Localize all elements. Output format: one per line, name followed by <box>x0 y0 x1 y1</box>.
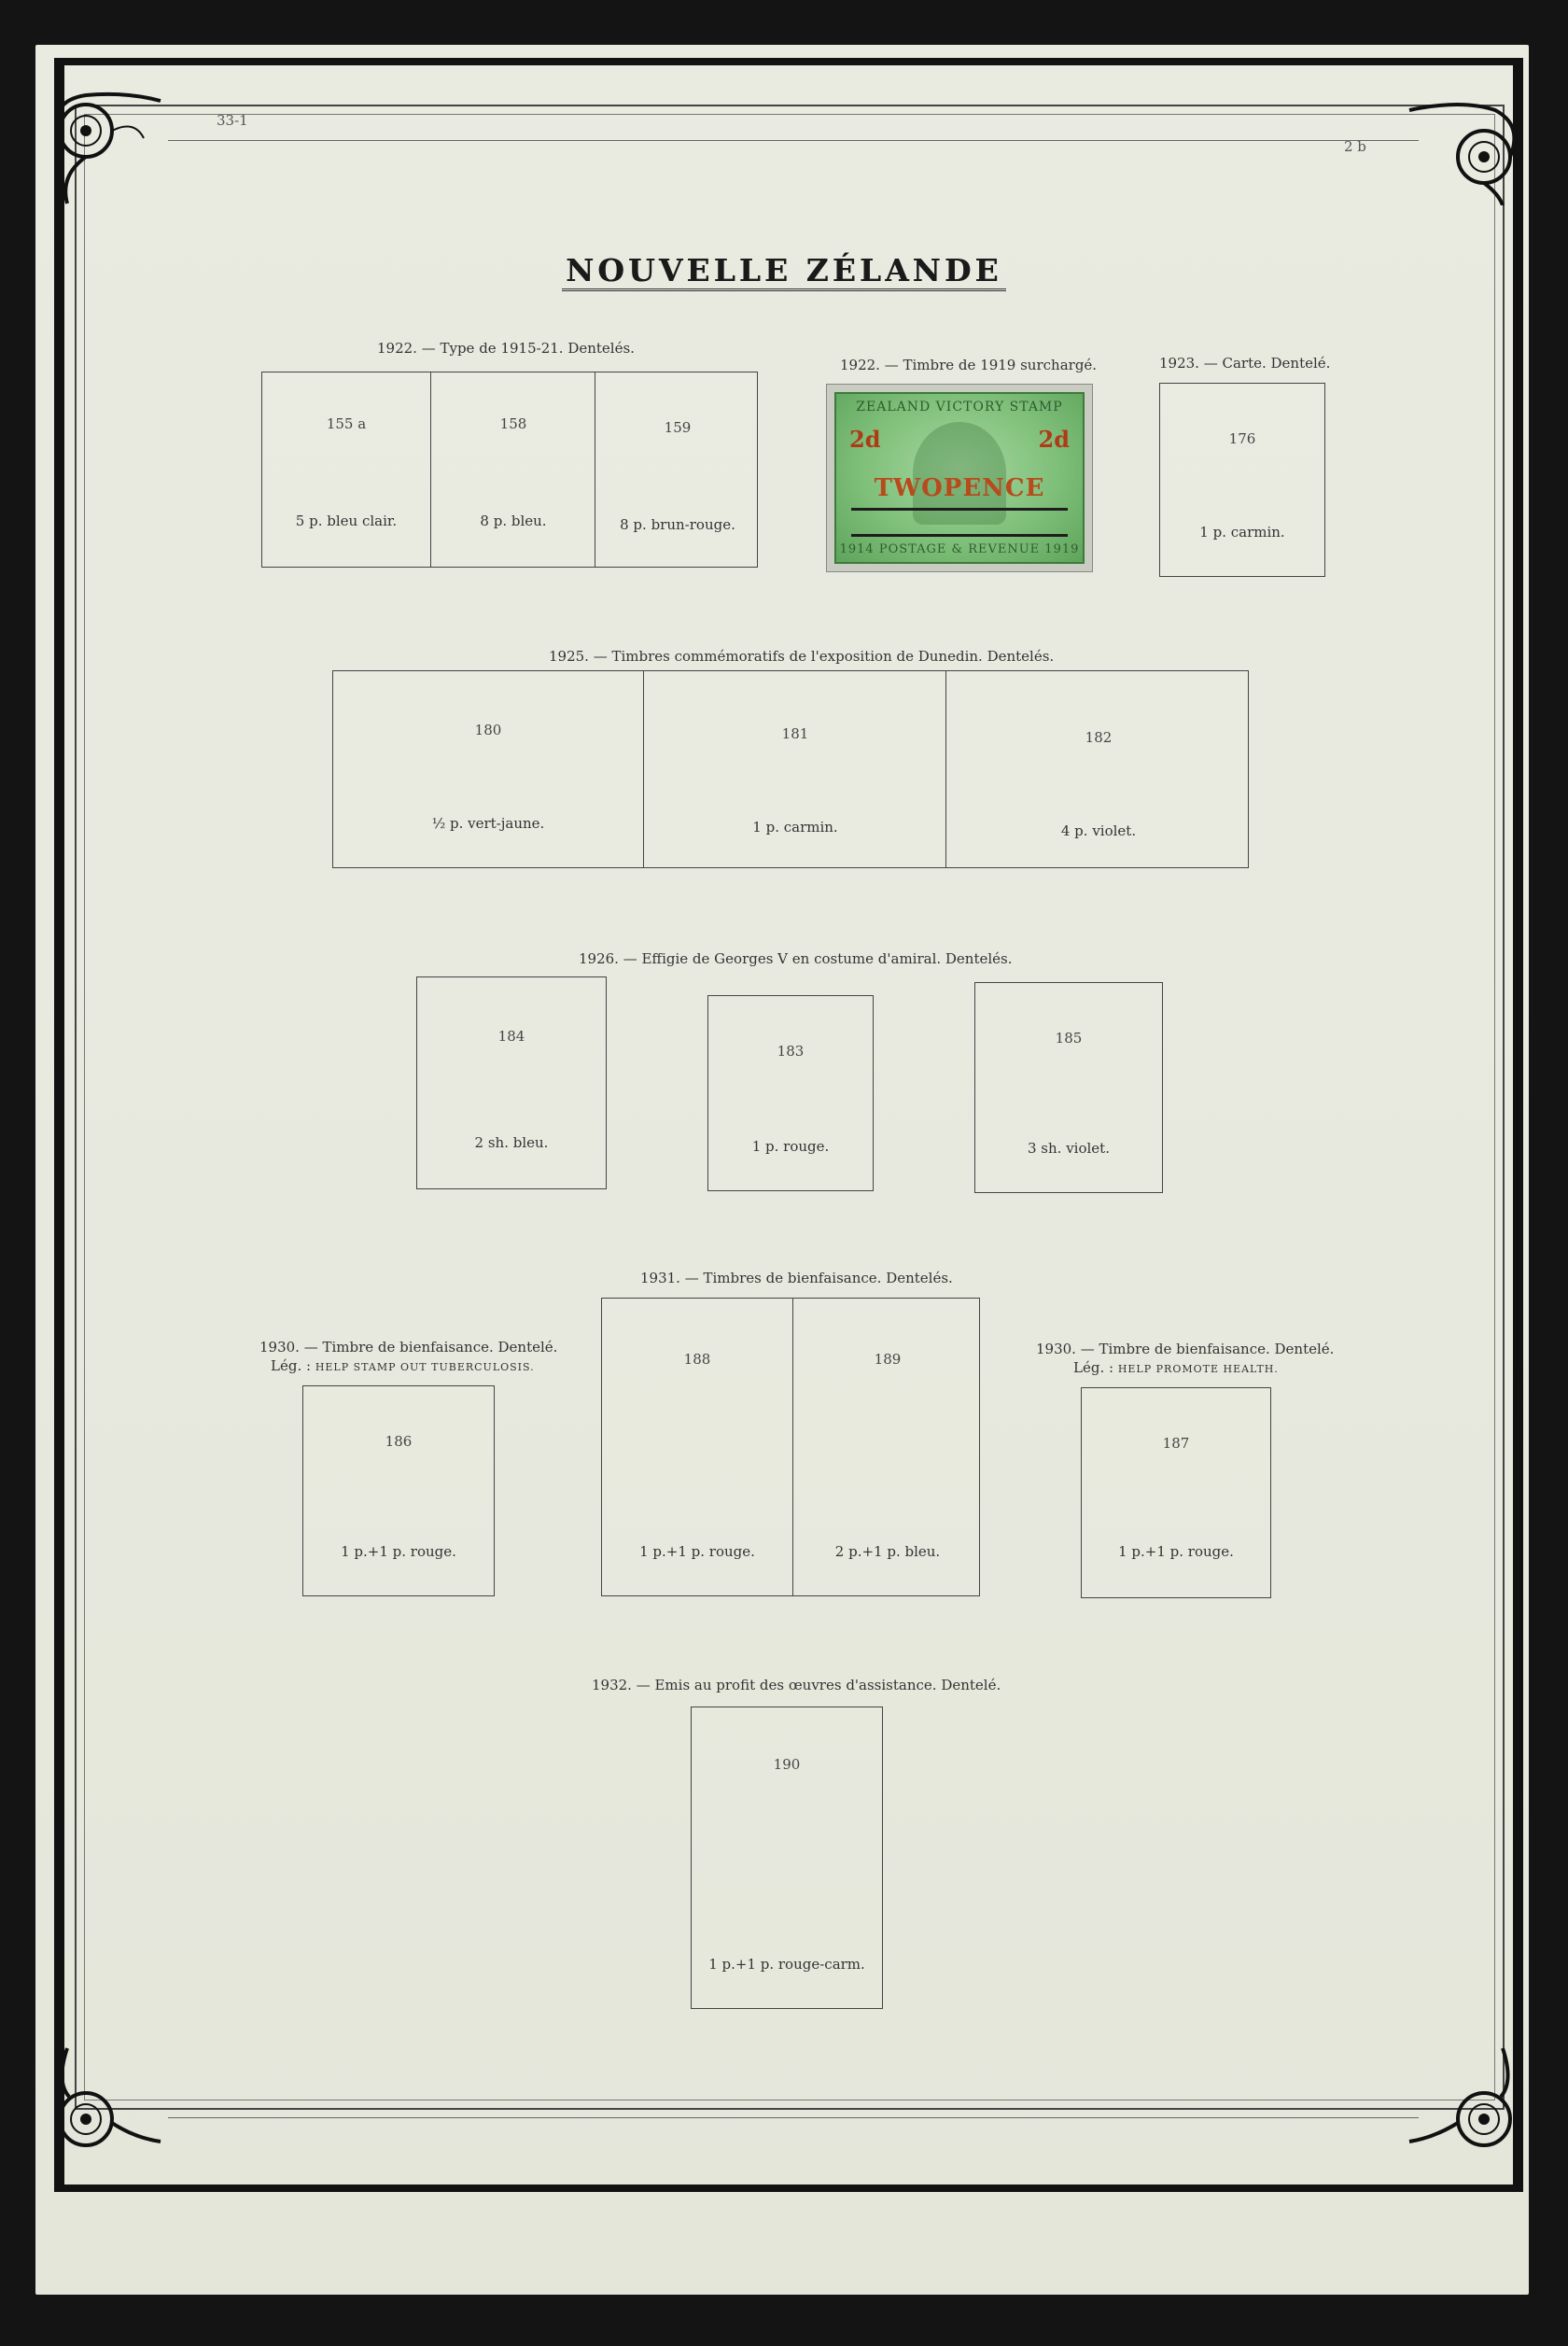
catalog-number: 183 <box>777 1043 805 1060</box>
corner-ornament-top-left-icon <box>41 82 164 205</box>
stamp-description: 1 p. rouge. <box>751 1138 830 1155</box>
stamp-description: 1 p. carmin. <box>1199 524 1285 541</box>
legend-prefix: Lég. : <box>1073 1359 1114 1376</box>
legend-text: HELP PROMOTE HEALTH. <box>1117 1363 1279 1375</box>
section-heading-1930-left: 1930. — Timbre de bienfaisance. Dentelé. <box>259 1339 558 1356</box>
mounted-stamp <box>827 385 1092 571</box>
stamp-slot <box>262 372 430 567</box>
corner-ornament-bottom-left-icon <box>41 2044 164 2168</box>
section-heading-1932: 1932. — Emis au profit des œuvres d'assistance. Dentelé. <box>592 1677 1001 1693</box>
stamp-value-left: 2d <box>849 426 881 453</box>
stamp-description: 8 p. brun-rouge. <box>620 516 735 533</box>
overprint-bar <box>851 534 1068 537</box>
bottom-rule <box>168 2117 1419 2118</box>
stamp-slot-group-1925 <box>332 670 1249 868</box>
stamp-top-text: ZEALAND VICTORY STAMP <box>856 400 1063 414</box>
catalog-number: 185 <box>1055 1030 1083 1047</box>
stamp-slot-group-1922 <box>261 372 758 568</box>
corner-ornament-top-right-icon <box>1406 82 1529 205</box>
catalog-number: 188 <box>683 1351 711 1368</box>
overprint-bar <box>851 508 1068 511</box>
stamp-description: 2 p.+1 p. bleu. <box>834 1543 941 1560</box>
page-reference-right: 2 b <box>1344 138 1366 155</box>
catalog-number: 184 <box>497 1028 525 1045</box>
stamp-description: 1 p. carmin. <box>752 819 838 836</box>
stamp-slot <box>430 372 595 567</box>
section-heading-1931: 1931. — Timbres de bienfaisance. Dentelés. <box>640 1270 953 1286</box>
legend-prefix: Lég. : <box>271 1357 312 1374</box>
stamp-slot <box>333 671 643 867</box>
stamp-description: 4 p. violet. <box>1060 822 1137 839</box>
stamp-slot <box>707 995 874 1191</box>
page-title-text: NOUVELLE ZÉLANDE <box>562 252 1005 291</box>
catalog-number: 159 <box>664 419 692 436</box>
catalog-number: 190 <box>773 1756 801 1773</box>
stamp-description: ½ p. vert-jaune. <box>431 815 545 832</box>
stamp-slot <box>945 671 1251 867</box>
corner-ornament-bottom-right-icon <box>1406 2044 1529 2168</box>
catalog-number: 187 <box>1162 1435 1190 1452</box>
stamp-slot <box>602 1299 792 1595</box>
section-heading-1925: 1925. — Timbres commémoratifs de l'exposition de Dunedin. Dentelés. <box>549 648 1055 665</box>
stamp-description: 1 p.+1 p. rouge. <box>341 1543 456 1560</box>
stamp-description: 2 sh. bleu. <box>474 1134 549 1151</box>
stamp-slot-group-1931 <box>601 1298 980 1596</box>
section-heading-1930-right: 1930. — Timbre de bienfaisance. Dentelé. <box>1036 1341 1335 1357</box>
stamp-slot <box>792 1299 982 1595</box>
stamp-slot <box>302 1385 495 1596</box>
catalog-number: 182 <box>1085 729 1113 746</box>
catalog-number: 180 <box>474 722 502 738</box>
catalog-number: 176 <box>1228 430 1256 447</box>
stamp-slot <box>643 671 946 867</box>
stamp-slot <box>1081 1387 1271 1598</box>
catalog-number: 155 a <box>326 415 367 432</box>
stamp-slot <box>691 1707 883 2009</box>
section-heading-1923: 1923. — Carte. Dentelé. <box>1159 355 1331 372</box>
section-heading-1926: 1926. — Effigie de Georges V en costume d'amiral. Dentelés. <box>579 950 1013 967</box>
page-reference-left: 33-1 <box>217 112 248 129</box>
stamp-value-right: 2d <box>1038 426 1070 453</box>
page-title <box>0 252 1568 288</box>
legend-line-left <box>271 1357 535 1374</box>
legend-text: HELP STAMP OUT TUBERCULOSIS. <box>315 1361 535 1373</box>
stamp-slot <box>974 982 1163 1193</box>
stamp-slot <box>1159 383 1325 577</box>
top-rule <box>168 140 1419 141</box>
stamp-description: 8 p. bleu. <box>480 513 547 529</box>
stamp-description: 1 p.+1 p. rouge. <box>639 1543 755 1560</box>
stamp-description: 1 p.+1 p. rouge. <box>1118 1543 1234 1560</box>
section-heading-1922-type: 1922. — Type de 1915-21. Dentelés. <box>377 340 635 357</box>
catalog-number: 189 <box>874 1351 902 1368</box>
stamp-bottom-text: 1914 POSTAGE & REVENUE 1919 <box>839 542 1080 556</box>
stamp-description: 3 sh. violet. <box>1028 1140 1110 1157</box>
stamp-overprint: TWOPENCE <box>874 474 1045 502</box>
section-heading-1922-surcharge: 1922. — Timbre de 1919 surchargé. <box>840 357 1098 373</box>
stamp-description: 1 p.+1 p. rouge-carm. <box>708 1956 865 1973</box>
stamp-slot <box>416 976 607 1189</box>
catalog-number: 158 <box>499 415 527 432</box>
stamp-description: 5 p. bleu clair. <box>295 513 398 529</box>
catalog-number: 181 <box>781 725 809 742</box>
stamp-image <box>834 392 1085 564</box>
catalog-number: 186 <box>385 1433 413 1450</box>
legend-line-right <box>1073 1359 1279 1376</box>
stamp-slot <box>595 372 760 567</box>
